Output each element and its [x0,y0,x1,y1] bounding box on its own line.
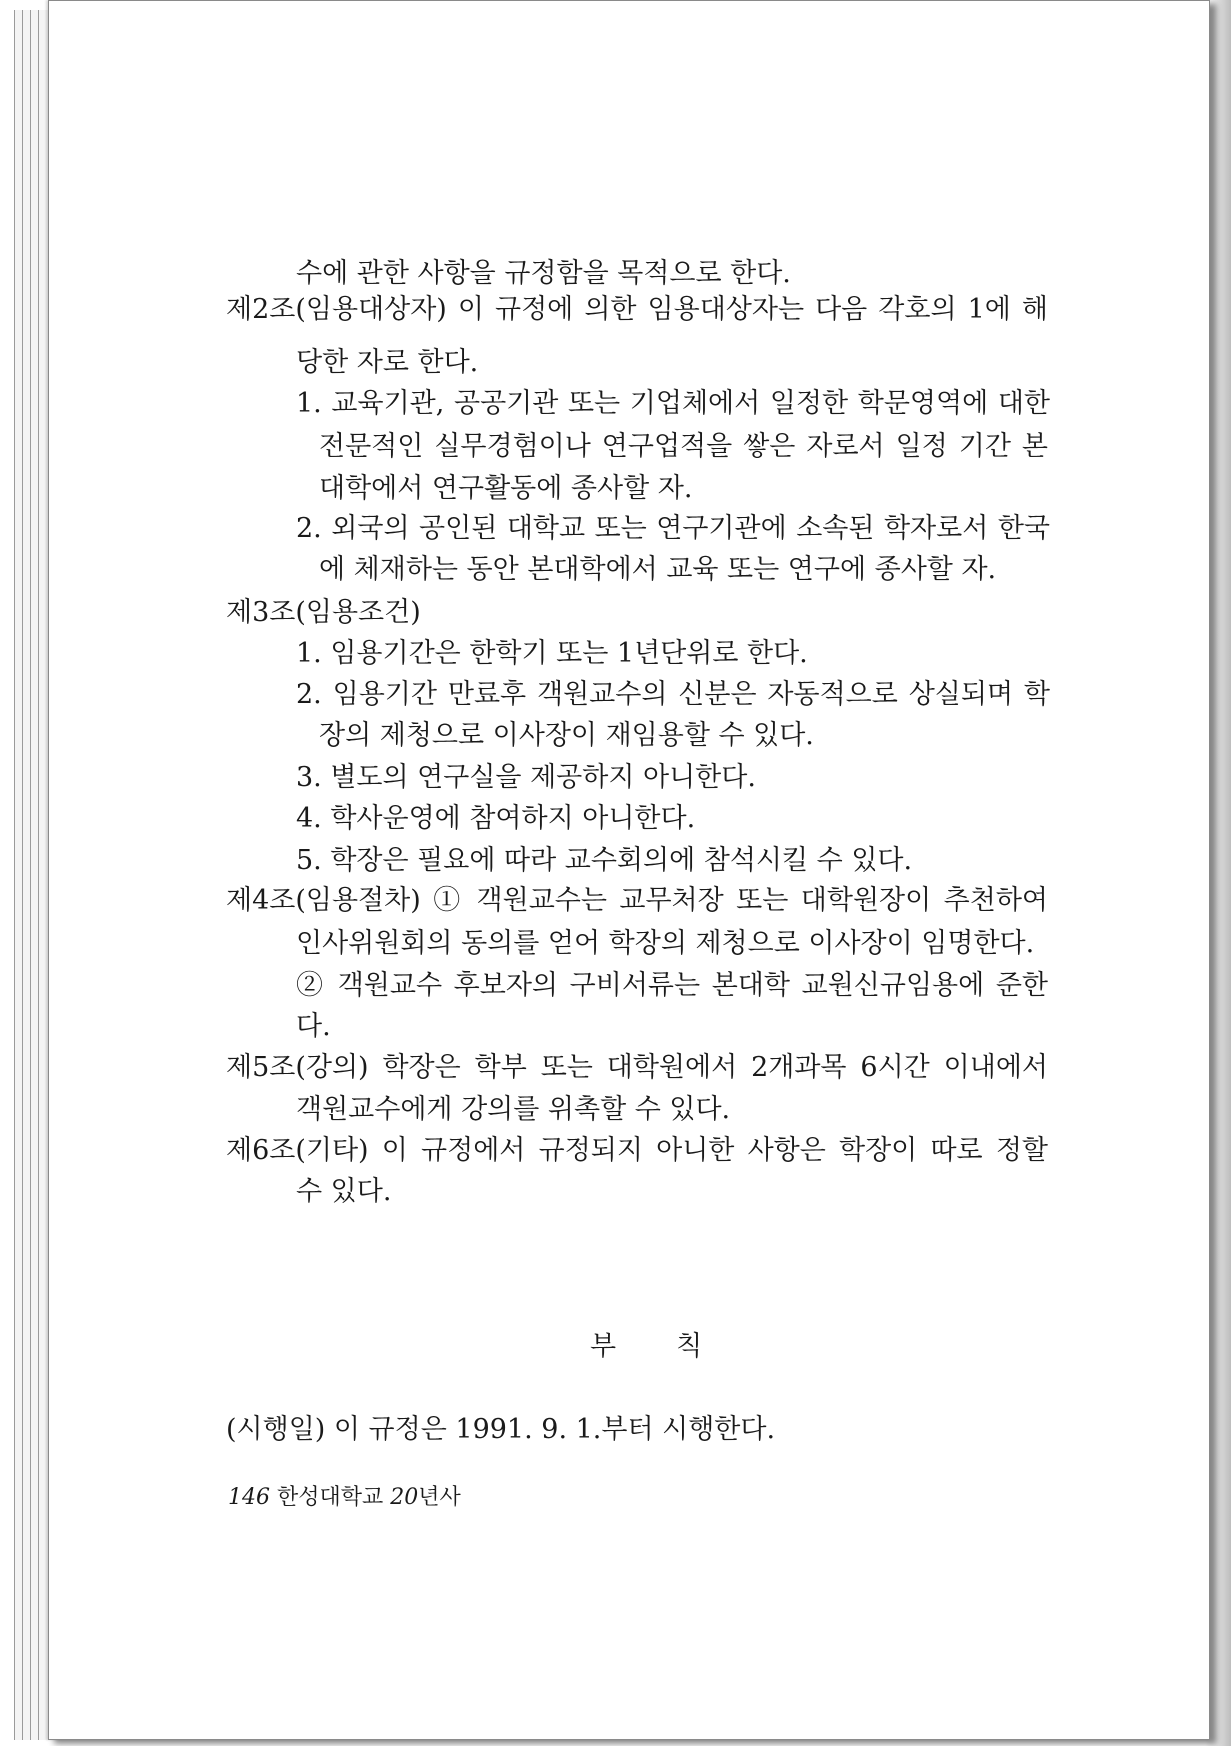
addendum-heading: 부칙 [590,1331,763,1362]
text-line: 2. 임용기간 만료후 객원교수의 신분은 자동적으로 상실되며 학 [296,679,1050,710]
text-line: 당한 자로 한다. [296,347,479,378]
text-line: 제4조(임용절차) ① 객원교수는 교무처장 또는 대학원장이 추천하여 [226,885,1048,916]
text-line: 2. 외국의 공인된 대학교 또는 연구기관에 소속된 학자로서 한국 [296,513,1050,544]
text-line: 수 있다. [296,1176,392,1207]
footer-title-suffix: 년사 [418,1485,461,1510]
text-line: 전문적인 실무경험이나 연구업적을 쌓은 자로서 일정 기간 본 [319,431,1048,462]
text-line: 수에 관한 사항을 규정함을 목적으로 한다. [296,258,791,289]
footer-years: 20 [390,1485,419,1510]
text-line: 3. 별도의 연구실을 제공하지 아니한다. [296,762,756,793]
text-line: 제2조(임용대상자) 이 규정에 의한 임용대상자는 다음 각호의 1에 해 [226,294,1048,325]
page-footer [228,1480,461,1511]
text-line: 제3조(임용조건) [226,597,421,628]
text-line: 4. 학사운영에 참여하지 아니한다. [296,803,696,834]
text-line: 제6조(기타) 이 규정에서 규정되지 아니한 사항은 학장이 따로 정할 [226,1135,1048,1166]
text-line: 제5조(강의) 학장은 학부 또는 대학원에서 2개과목 6시간 이내에서 [226,1052,1048,1083]
text-line: 객원교수에게 강의를 위촉할 수 있다. [296,1094,731,1125]
text-line: ② 객원교수 후보자의 구비서류는 본대학 교원신규임용에 준한 [296,970,1048,1001]
text-line: 인사위원회의 동의를 얻어 학장의 제청으로 이사장이 임명한다. [296,928,1035,959]
text-line: 1. 임용기간은 한학기 또는 1년단위로 한다. [296,638,808,669]
text-line: 다. [296,1011,331,1042]
footer-title-prefix: 한성대학교 [277,1485,384,1510]
text-line: 대학에서 연구활동에 종사할 자. [319,473,693,504]
text-line: 장의 제청으로 이사장이 재임용할 수 있다. [319,720,814,751]
text-line: 에 체재하는 동안 본대학에서 교육 또는 연구에 종사할 자. [319,554,997,585]
text-line: 5. 학장은 필요에 따라 교수회의에 참석시킬 수 있다. [296,845,913,876]
addendum-text: (시행일) 이 규정은 1991. 9. 1.부터 시행한다. [226,1414,776,1445]
page-number: 146 [228,1485,270,1510]
text-line: 1. 교육기관, 공공기관 또는 기업체에서 일정한 학문영역에 대한 [296,388,1050,419]
